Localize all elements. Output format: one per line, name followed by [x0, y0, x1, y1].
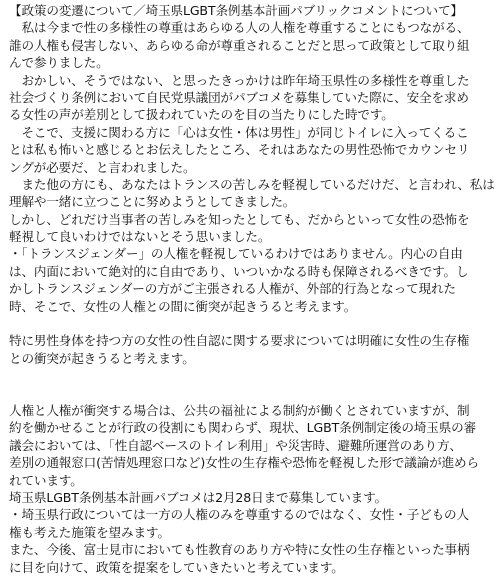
text-line: ・「トランスジェンダー」の人権を軽視しているわけではありません。内心の自由	[9, 246, 463, 262]
text-line: 理解や一緒に立つことに努めようとしてきました。	[9, 194, 296, 210]
text-line: かしトランスジェンダーの方がご主張される人権が、外部的行為となって現れた	[9, 281, 456, 297]
text-line: 権も考えた施策を望みます。	[9, 524, 170, 540]
text-line: 誰の人権も侵害しない、あらゆる命が尊重されることだと思って政策として取り組	[9, 37, 470, 53]
text-line: しかし、どれだけ当事者の苦しみを知ったとしても、だからといって女性の恐怖を	[9, 211, 470, 227]
paragraph-block-2	[9, 332, 495, 367]
text-line: 議会においては、「性自認ベースのトイレ利用」や災害時、避難所運営のあり方、	[9, 437, 462, 453]
text-line: ングが必要だ、と言われました。	[9, 159, 196, 175]
text-line: そこで、支援に関わる方に「心は女性・体は男性」が同じトイレに入ってくるこ	[9, 124, 469, 140]
text-line: は、内面において絶対的に自由であり、いついかなる時も保障されるべきです。し	[9, 263, 469, 279]
text-line: 埼玉県LGBT条例基本計画パブコメは2月28日まで募集しています。	[9, 489, 387, 505]
text-line: また他の方にも、あなたはトランスの苦しみを軽視しているだけだ、と言われ、私は	[9, 176, 495, 192]
text-line: おかしい、そうではない、と思ったきっかけは昨年埼玉県性の多様性を尊重した	[9, 72, 470, 88]
text-line: 差別の通報窓口(苦情処理窓口など)女性の生存権や恐怖を軽視した形で議論が進めら	[9, 455, 479, 471]
text-line: また、今後、富士見市においても性教育のあり方や特に女性の生存権といった事柄	[9, 542, 470, 558]
text-line: 社会づくり条例において自民党県議団がパブコメを募集していた際に、安全を求め	[9, 89, 469, 105]
text-line: 私は今まで性の多様性の尊重はあらゆる人の人権を尊重することにもつながる、	[9, 20, 470, 36]
text-line: ・埼玉県行政については一方の人権のみを尊重するのではなく、女性・子どもの人	[9, 507, 469, 523]
paragraph-block-3	[9, 402, 495, 576]
text-line: とは私も怖いと感じるとお伝えしたところ、それはあなたの男性恐怖でカウンセリ	[9, 142, 470, 158]
paragraph-block-1	[9, 19, 495, 315]
text-line: 約を働かせることが行政の役割にも関わらず、現状、LGBT条例制定後の埼玉県の審	[9, 420, 477, 436]
text-line: れています。	[9, 472, 83, 488]
blank-line	[9, 367, 495, 402]
text-line: 時、そこで、女性の人権との間に衝突が起きうると考えます。	[9, 298, 357, 314]
text-line: との衝突が起きうると考えます。	[9, 350, 195, 366]
text-line: に目を向けて、政策を提案をしていきたいと考えています。	[9, 559, 344, 575]
document-title: 【政策の変遷について／埼玉県LGBT条例基本計画パブリックコメントについて】	[9, 3, 463, 18]
text-line: んで参りました。	[9, 55, 109, 71]
text-line: 軽視して良いわけではないとそう思いました。	[9, 229, 271, 245]
blank-line	[9, 315, 495, 332]
text-line: 特に男性身体を持つ方の女性の性自認に関する要求については明確に女性の生存権	[9, 333, 470, 349]
text-line: 人権と人権が衝突する場合は、公共の福祉による制約が働くとされていますが、制	[9, 403, 470, 418]
text-line: る女性の声が差別として扱われていたのを目の当たりにした時です。	[9, 107, 394, 123]
